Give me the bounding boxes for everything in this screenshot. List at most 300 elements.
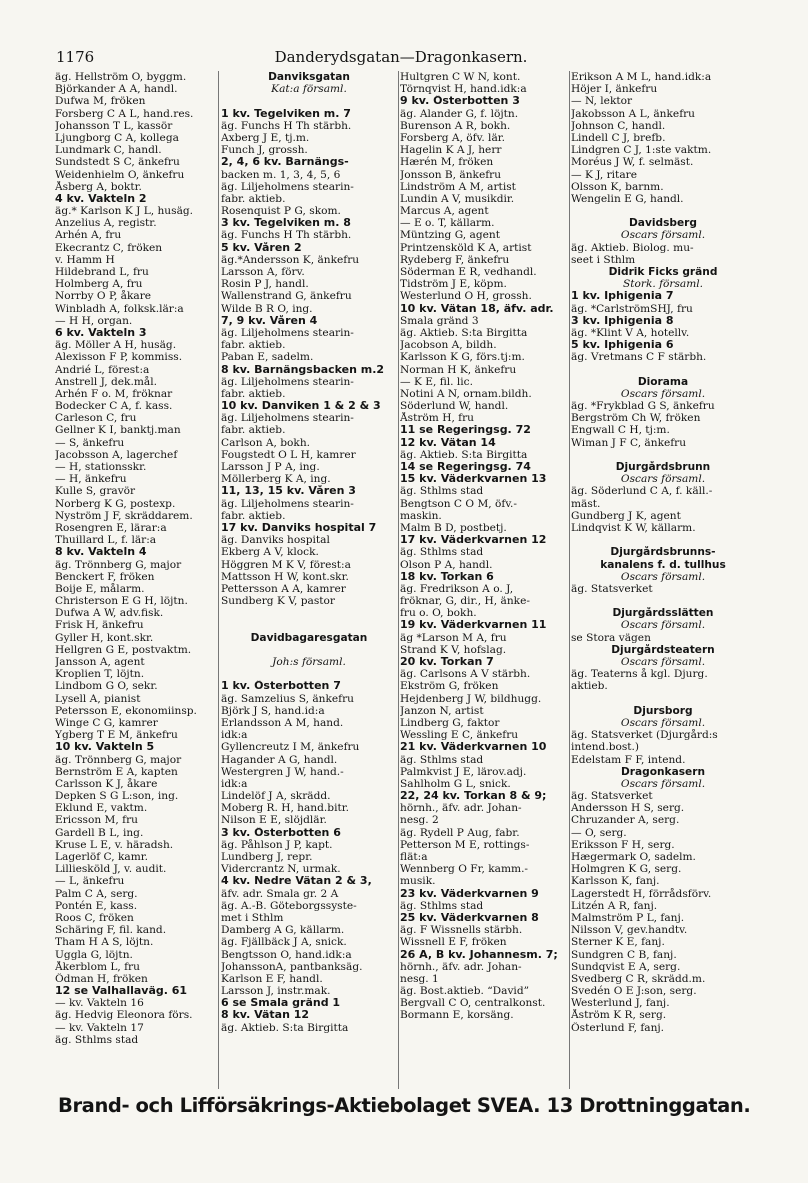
directory-entry: Nilson E E, slöjdlär. <box>221 814 327 827</box>
directory-entry: Westerlund J, fanj. <box>571 997 670 1010</box>
directory-entry: — kv. Vakteln 17 <box>55 1021 144 1034</box>
directory-entry: Thuillard L, f. lär:a <box>55 534 157 547</box>
directory-entry: Petterson M E, rottings- <box>400 838 530 851</box>
parish-label: Oscars församl. <box>620 716 706 729</box>
directory-entry: äg. Alander G, f. löjtn. <box>400 107 519 120</box>
directory-entry: Holmberg A, fru <box>55 278 143 291</box>
directory-entry <box>221 607 397 619</box>
directory-entry: Carleson C, fru <box>55 412 137 425</box>
directory-entry: Carlsson K J, åkare <box>55 777 158 790</box>
directory-entry: äg. Sthlms stad <box>400 899 484 912</box>
directory-entry: idk:a <box>221 729 248 742</box>
directory-entry <box>221 619 397 631</box>
parish-label: Stork. församl. <box>622 278 704 291</box>
directory-entry: Damberg A G, källarm. <box>221 924 345 937</box>
directory-entry: äg. Fredrikson A o. J, <box>400 582 514 595</box>
directory-entry: Burenson A R, bokh. <box>400 119 511 132</box>
directory-entry: — K E, fil. lic. <box>400 375 473 388</box>
column-divider <box>398 71 399 1089</box>
directory-entry: äg. *Klint V A, hotellv. <box>571 326 690 339</box>
directory-entry: Petersson E, ekonomiinsp. <box>55 704 197 717</box>
directory-entry: Janzon N, artist <box>400 704 484 717</box>
directory-entry: Tidström J E, köpm. <box>400 278 507 291</box>
property-number: 6 se Smala gränd 1 <box>221 997 341 1010</box>
directory-entry: Wissnell E F, fröken <box>400 936 507 949</box>
directory-entry <box>221 644 397 656</box>
directory-entry: äg. *Frykblad G S, änkefru <box>571 400 715 413</box>
directory-entry: Bengtsson O, hand.idk:a <box>221 948 352 961</box>
directory-entry: — H H, organ. <box>55 314 133 327</box>
property-number: 17 kv. Danviks hospital 7 <box>221 521 377 534</box>
directory-entry: backen m. 1, 3, 4, 5, 6 <box>221 168 341 181</box>
directory-entry: äg. Danviks hospital <box>221 534 330 547</box>
street-heading: kanalens f. d. tullhus <box>600 558 726 571</box>
directory-entry: äg. A.-B. Göteborgssyste- <box>221 899 357 912</box>
directory-entry: — L, änkefru <box>55 875 125 888</box>
page-title: Danderydsgatan—Dragonkasern. <box>274 48 528 66</box>
directory-entry: Möllerberg K A, ing. <box>221 473 331 486</box>
property-number: 1 kv. Tegelviken m. 7 <box>221 107 351 120</box>
street-heading: Danviksgatan <box>268 71 350 83</box>
directory-entry: Holmgren K G, serg. <box>571 863 682 876</box>
directory-entry: Malmström P L, fanj. <box>571 911 685 924</box>
directory-entry: fröknar, G, dir., H, änke- <box>400 595 530 608</box>
directory-entry: Gyllencreutz I M, änkefru <box>221 741 360 754</box>
directory-entry: Benckert F, fröken <box>55 570 155 583</box>
directory-entry: äg. Liljeholmens stearin- <box>221 497 354 510</box>
directory-entry: äg. Aktieb. S:ta Birgitta <box>221 1021 349 1034</box>
directory-entry: Winbladh A, folksk.lär:a <box>55 302 184 315</box>
directory-entry: äg. Aktieb. S:ta Birgitta <box>400 448 528 461</box>
directory-entry: Pettersson A A, kamrer <box>221 582 346 595</box>
directory-entry: v. Hamm H <box>55 253 115 266</box>
directory-entry: Engwall C H, tj:m. <box>571 424 670 437</box>
directory-entry: Ekecrantz C, fröken <box>55 241 163 254</box>
directory-entry: Svedberg C R, skrädd.m. <box>571 972 706 985</box>
directory-entry: Sundberg K V, pastor <box>221 595 335 608</box>
directory-entry: Norberg K G, postexp. <box>55 497 176 510</box>
column-4 <box>571 71 755 1034</box>
directory-entry: äg.*Andersson K, änkefru <box>221 253 360 266</box>
parish-label: Oscars församl. <box>620 570 706 583</box>
property-number: 20 kv. Torkan 7 <box>400 656 494 668</box>
directory-entry: nesg. 2 <box>400 814 439 827</box>
property-number: 19 kv. Väderkvarnen 11 <box>400 619 547 632</box>
directory-entry: äg. Teaterns å kgl. Djurg. <box>571 668 708 681</box>
directory-entry: äg. Aktieb. S:ta Birgitta <box>400 326 528 339</box>
property-number: 3 kv. Tegelviken m. 8 <box>221 217 351 230</box>
page-number: 1176 <box>56 48 95 66</box>
directory-entry: Lundberg J, repr. <box>221 851 313 863</box>
property-number: 10 kv. Vätan 18, äfv. adr. <box>400 302 554 315</box>
property-number: 4 kv. Nedre Vätan 2 & 3, <box>221 875 372 888</box>
street-heading: Djurgårdsteatern <box>611 643 715 656</box>
directory-entry: äg. Sthlms stad <box>400 485 484 498</box>
directory-entry: Mattsson H W, kont.skr. <box>221 570 349 583</box>
property-number: 5 kv. Iphigenia 6 <box>571 339 674 352</box>
directory-entry <box>571 693 755 705</box>
directory-entry: Westerlund O H, grossh. <box>400 290 532 303</box>
directory-entry: Karlson E F, handl. <box>221 972 323 985</box>
directory-entry: Karlsson K G, förs.tj:m. <box>400 351 525 364</box>
directory-entry: Lysell A, pianist <box>55 692 141 705</box>
directory-entry: Ödman H, fröken <box>55 972 148 985</box>
directory-entry: Bergvall C O, centralkonst. <box>400 997 546 1010</box>
parish-label: Oscars församl. <box>620 473 706 486</box>
directory-entry: Svedén O E J:son, serg. <box>571 985 697 998</box>
directory-entry: Roos C, fröken <box>55 911 134 924</box>
directory-entry: äg. Fjällbäck J A, snick. <box>221 936 347 949</box>
directory-entry: äg. Påhlson J P, kapt. <box>221 838 333 851</box>
directory-entry <box>571 205 755 217</box>
directory-entry: Erlandsson A M, hand. <box>221 716 344 729</box>
directory-entry: Rosengren E, lärar:a <box>55 521 167 534</box>
directory-entry: hörnh., äfv. adr. Johan- <box>400 960 522 973</box>
parish-label: Kat:a församl. <box>271 83 347 96</box>
directory-entry <box>571 534 755 546</box>
property-number: 4 kv. Vakteln 2 <box>55 192 147 205</box>
directory-entry: äg. Liljeholmens stearin- <box>221 412 354 425</box>
directory-entry: Kulle S, gravör <box>55 485 136 498</box>
directory-entry: Edelstam F F, intend. <box>571 753 686 766</box>
street-heading: Djurgårdsbrunn <box>615 461 711 473</box>
directory-entry: äg. Liljeholmens stearin- <box>221 375 354 388</box>
directory-entry: Åström K R, serg. <box>571 1009 667 1022</box>
directory-entry: nesg. 1 <box>400 972 439 985</box>
directory-entry: Strand K V, hofslag. <box>400 643 507 656</box>
directory-entry: Gellner K I, banktj.man <box>55 424 181 437</box>
directory-entry: äfv. adr. Smala gr. 2 A <box>221 887 339 900</box>
directory-entry: fabr. aktieb. <box>221 387 286 400</box>
directory-entry: Palm C A, serg. <box>55 887 138 900</box>
directory-entry: Dufwa M, fröken <box>55 95 146 108</box>
directory-entry: Bodecker C A, f. kass. <box>55 400 173 413</box>
directory-entry: fabr. aktieb. <box>221 509 286 522</box>
directory-entry: Lindbom G O, sekr. <box>55 680 158 693</box>
directory-entry: Andrié L, förest:a <box>55 363 150 376</box>
directory-entry: äg. Möller A H, husäg. <box>55 339 177 352</box>
directory-entry: äg. Liljeholmens stearin- <box>221 180 354 193</box>
directory-entry: Åström H, fru <box>400 412 474 425</box>
column-2 <box>221 71 397 1034</box>
directory-entry: Malm B D, postbetj. <box>400 521 507 534</box>
directory-entry: Hagelin K A J, herr <box>400 144 502 157</box>
directory-entry: intend.bost.) <box>571 741 640 754</box>
directory-entry <box>571 449 755 461</box>
directory-entry: Larsson J P A, ing. <box>221 461 320 473</box>
directory-entry: Winge C G, kamrer <box>55 716 158 729</box>
directory-entry: Ygberg T E M, änkefru <box>55 729 178 742</box>
directory-entry: äg. Rydell P Aug, fabr. <box>400 826 520 839</box>
property-number: 14 se Regeringsg. 74 <box>400 461 531 473</box>
directory-entry: Hultgren C W N, kont. <box>400 71 521 83</box>
directory-entry: äg. Trönnberg G, major <box>55 558 182 571</box>
directory-entry <box>221 95 397 107</box>
directory-entry: maskin. <box>400 509 442 522</box>
directory-entry: äg. *CarlströmSHJ, fru <box>571 302 693 315</box>
directory-entry: Weidenhielm O, änkefru <box>55 168 185 181</box>
directory-entry: äg. Vretmans C F stärbh. <box>571 351 707 364</box>
property-number: 7, 9 kv. Våren 4 <box>221 314 318 327</box>
street-heading: Djurgårdsbrunns- <box>610 546 716 559</box>
directory-entry: se Stora vägen <box>571 631 651 644</box>
directory-entry: Paban E, sadelm. <box>221 351 314 364</box>
directory-entry: Eklund E, vaktm. <box>55 802 148 815</box>
property-number: 10 kv. Vakteln 5 <box>55 741 155 754</box>
street-heading: Davidbagaresgatan <box>250 631 368 644</box>
directory-entry: Lindell C J, brefb. <box>571 131 666 144</box>
property-number: 22, 24 kv. Torkan 8 & 9; <box>400 790 547 803</box>
directory-entry: Lagerlöf C, kamr. <box>55 851 149 863</box>
directory-entry: Frisk H, änkefru <box>55 619 144 632</box>
directory-entry: äg. Funchs H Th stärbh. <box>221 119 352 132</box>
directory-entry: hörnh., äfv. adr. Johan- <box>400 802 522 815</box>
property-number: 11 se Regeringsg. 72 <box>400 424 531 437</box>
directory-entry: Lindgren C J, 1:ste vaktm. <box>571 144 712 157</box>
property-number: 10 kv. Danviken 1 & 2 & 3 <box>221 400 381 413</box>
directory-entry: Hægermark O, sadelm. <box>571 851 696 863</box>
directory-entry: — O, serg. <box>571 826 627 839</box>
directory-entry: äg. F Wissnells stärbh. <box>400 924 523 937</box>
property-number: 18 kv. Torkan 6 <box>400 570 494 583</box>
directory-entry: Rosin P J, handl. <box>221 278 309 291</box>
directory-entry: JohanssonA, pantbanksäg. <box>221 960 363 973</box>
directory-entry: Johnson C, handl. <box>571 119 666 132</box>
directory-entry: Boije E, målarm. <box>55 582 145 595</box>
directory-entry: äg. Liljeholmens stearin- <box>221 326 354 339</box>
directory-entry: — H, änkefru <box>55 473 127 486</box>
directory-entry: Bergström Ch W, fröken <box>571 412 701 425</box>
directory-entry: äg. Statsverket <box>571 582 653 595</box>
directory-entry: Österlund F, fanj. <box>571 1021 665 1034</box>
directory-entry: fabr. aktieb. <box>221 339 286 352</box>
property-number: 26 A, B kv. Johannesm. 7; <box>400 948 558 961</box>
directory-entry: Lindqvist K W, källarm. <box>571 521 696 534</box>
directory-entry: — K J, ritare <box>571 168 637 181</box>
property-number: 11, 13, 15 kv. Våren 3 <box>221 485 356 498</box>
directory-entry: Litzén A R, fanj. <box>571 899 658 912</box>
directory-entry: Kroplien T, löjtn. <box>55 668 145 681</box>
directory-entry: Chruzander A, serg. <box>571 814 680 827</box>
street-heading: Djursborg <box>633 704 693 717</box>
directory-entry: Lundin A V, musikdir. <box>400 192 515 205</box>
directory-entry: äg. Samzelius S, änkefru <box>221 692 354 705</box>
property-number: 8 kv. Barnängsbacken m.2 <box>221 363 385 376</box>
directory-entry: Gundberg J K, agent <box>571 509 681 522</box>
directory-entry: Larsson J, instr.mak. <box>221 985 331 998</box>
directory-entry: äg. Aktieb. Biolog. mu- <box>571 241 694 254</box>
directory-entry: Olsson K, barnm. <box>571 180 664 193</box>
directory-entry: Moréus J W, f. selmäst. <box>571 156 694 169</box>
property-number: 25 kv. Väderkvarnen 8 <box>400 911 539 924</box>
directory-entry: Åsberg A, boktr. <box>55 180 142 193</box>
property-number: 23 kv. Väderkvarnen 9 <box>400 887 539 900</box>
directory-entry: Sundgren C B, fanj. <box>571 948 677 961</box>
directory-entry: Lagerstedt H, förrådsförv. <box>571 887 712 900</box>
directory-entry: äg. Hedvig Eleonora förs. <box>55 1009 193 1022</box>
directory-columns <box>55 71 755 1089</box>
directory-entry: Jacobsson A, lagerchef <box>55 448 178 461</box>
directory-entry: Johansson T L, kassör <box>55 119 173 132</box>
directory-entry: idk:a <box>221 777 248 790</box>
directory-entry: Sundqvist E A, serg. <box>571 960 681 973</box>
directory-entry: Westergren J W, hand.- <box>221 765 344 778</box>
directory-entry: Åkerblom L, fru <box>55 960 140 973</box>
street-heading: Davidsberg <box>629 217 697 230</box>
directory-entry: Jansson A, agent <box>55 656 145 668</box>
directory-entry: Wiman J F C, änkefru <box>571 436 687 449</box>
directory-entry: Lindelöf J A, skrädd. <box>221 790 331 803</box>
directory-entry: Forsberg A, öfv. lär. <box>400 131 506 144</box>
directory-entry: Gardell B L, ing. <box>55 826 144 839</box>
directory-entry: äg. Statsverket <box>571 790 653 803</box>
directory-entry: musik. <box>400 875 436 888</box>
directory-entry: äg. Sthlms stad <box>55 1033 139 1046</box>
directory-entry: Pontén E, kass. <box>55 899 138 912</box>
property-number: 8 kv. Vakteln 4 <box>55 546 147 559</box>
directory-entry <box>571 364 755 376</box>
directory-entry: Smala gränd 3 <box>400 314 479 327</box>
directory-entry: Ljungborg C A, kollega <box>55 131 179 144</box>
parish-label: Oscars församl. <box>620 619 706 632</box>
directory-entry: Jakobsson A L, änkefru <box>571 107 696 120</box>
property-number: 15 kv. Väderkvarnen 13 <box>400 473 547 486</box>
property-number: 2, 4, 6 kv. Barnängs- <box>221 156 349 169</box>
directory-entry: Ekström G, fröken <box>400 680 499 693</box>
directory-entry: Jonsson B, änkefru <box>400 168 502 181</box>
directory-entry: Fougstedt O L H, kamrer <box>221 448 356 461</box>
directory-entry: äg. Statsverket (Djurgård:s <box>571 729 718 742</box>
directory-entry: Söderman E R, vedhandl. <box>400 266 537 278</box>
directory-entry: Hagander A G, handl. <box>221 753 338 766</box>
directory-entry: äg *Larson M A, fru <box>400 631 507 644</box>
directory-entry: Olson P A, handl. <box>400 558 493 571</box>
directory-entry: Lundmark C, handl. <box>55 144 162 157</box>
parish-label: Oscars församl. <box>620 656 706 668</box>
directory-entry: Bengtson C O M, öfv.- <box>400 497 518 510</box>
street-heading: Diorama <box>637 375 689 388</box>
directory-entry: Müntzing G, agent <box>400 229 500 242</box>
directory-entry: äg. Trönnberg G, major <box>55 753 182 766</box>
directory-entry: Moberg R. H, hand.bitr. <box>221 802 349 815</box>
directory-entry: Lilliesköld J, v. audit. <box>55 863 167 876</box>
directory-entry: Depken S G L:son, ing. <box>55 790 179 803</box>
directory-entry: — E o. T, källarm. <box>400 217 495 230</box>
directory-entry: Nilsson V, gev.handtv. <box>571 924 688 937</box>
directory-entry: Lindberg G, faktor <box>400 716 500 729</box>
parish-label: Oscars församl. <box>620 387 706 400</box>
directory-entry: flät:a <box>400 851 428 863</box>
directory-entry <box>571 595 755 607</box>
directory-entry: — H, stationsskr. <box>55 461 147 473</box>
directory-entry: äg. Hellström O, byggm. <box>55 71 187 83</box>
property-number: 9 kv. Österbotten 3 <box>400 95 520 108</box>
directory-entry: Carlson A, bokh. <box>221 436 311 449</box>
directory-entry: — N, lektor <box>571 95 633 108</box>
directory-entry: Eriksson F H, serg. <box>571 838 675 851</box>
street-heading: Didrik Ficks gränd <box>608 266 718 278</box>
property-number: 3 kv. Iphigenia 8 <box>571 314 674 327</box>
directory-entry: Höggren M K V, förest:a <box>221 558 351 571</box>
directory-entry: Funch J, grossh. <box>221 144 308 157</box>
directory-entry: fabr. aktieb. <box>221 192 286 205</box>
directory-entry: Marcus A, agent <box>400 205 489 218</box>
column-1 <box>55 71 217 1046</box>
directory-entry: Schäring F, fil. kand. <box>55 924 167 937</box>
property-number: 3 kv. Österbotten 6 <box>221 826 341 839</box>
directory-entry: äg. Sthlms stad <box>400 753 484 766</box>
directory-entry: Lindström A M, artist <box>400 180 516 193</box>
directory-entry: äg.* Karlson K J L, husäg. <box>55 205 194 218</box>
property-number: 12 kv. Vätan 14 <box>400 436 496 449</box>
directory-entry: Tham H A S, löjtn. <box>55 936 154 949</box>
directory-entry: äg. Sthlms stad <box>400 546 484 559</box>
directory-entry: Printzensköld K A, artist <box>400 241 532 254</box>
directory-entry: Sundstedt S C, änkefru <box>55 156 180 169</box>
directory-entry: Arhén A, fru <box>55 229 122 242</box>
directory-entry: Hildebrand L, fru <box>55 266 149 278</box>
directory-entry: Höjer I, änkefru <box>571 83 658 96</box>
parish-label: Joh:s församl. <box>272 656 346 668</box>
parish-label: Oscars församl. <box>620 777 706 790</box>
directory-entry: — kv. Vakteln 16 <box>55 997 144 1010</box>
directory-entry: Sahlholm G L, snick. <box>400 777 511 790</box>
directory-entry: mäst. <box>571 497 601 510</box>
directory-entry: Rosenquist P G, skom. <box>221 205 341 218</box>
directory-entry: Dufwa A W, adv.fisk. <box>55 607 164 620</box>
property-number: 1 kv. Österbotten 7 <box>221 680 341 693</box>
parish-label: Oscars församl. <box>620 229 706 242</box>
directory-entry: fru o. O, bokh. <box>400 607 477 620</box>
column-divider <box>569 71 570 1089</box>
directory-entry: fabr. aktieb. <box>221 424 286 437</box>
directory-entry: Kruse L E, v. häradsh. <box>55 838 174 851</box>
directory-entry: met i Sthlm <box>221 911 284 924</box>
directory-entry: Björkander A A, handl. <box>55 83 178 96</box>
directory-entry: Nyström J F, skräddarem. <box>55 509 193 522</box>
directory-entry: Wilde B R O, ing. <box>221 302 313 315</box>
directory-entry: Söderlund W, handl. <box>400 400 509 413</box>
directory-entry: aktieb. <box>571 680 608 693</box>
directory-entry: äg. Bost.aktieb. “David” <box>400 985 530 998</box>
directory-entry: Wallenstrand G, änkefru <box>221 290 352 303</box>
directory-entry <box>221 668 397 680</box>
directory-entry: Anstrell J, dek.mål. <box>55 375 157 388</box>
street-heading: Dragonkasern <box>620 765 706 778</box>
property-number: 1 kv. Iphigenia 7 <box>571 290 674 303</box>
directory-entry: Wessling E C, änkefru <box>400 729 519 742</box>
directory-entry: Karlsson K, fanj. <box>571 875 660 888</box>
directory-entry: Ericsson M, fru <box>55 814 138 827</box>
property-number: 21 kv. Väderkvarnen 10 <box>400 741 547 754</box>
directory-entry: Norrby O P, åkare <box>55 290 152 303</box>
directory-entry: Hærén M, fröken <box>400 156 494 169</box>
column-divider <box>218 71 219 1089</box>
directory-entry: Rydeberg F, änkefru <box>400 253 510 266</box>
directory-entry: Wennberg O Fr, kamm.- <box>400 863 529 876</box>
column-3 <box>400 71 568 1022</box>
advertisement-footer: Brand- och Lifförsäkrings-Aktiebolaget SVEA. 13 Drottninggatan. <box>58 1094 751 1117</box>
directory-entry: äg. Carlsons A V stärbh. <box>400 668 531 681</box>
directory-entry: äg. Funchs H Th stärbh. <box>221 229 352 242</box>
directory-entry: Hejdenberg J W, bildhugg. <box>400 692 542 705</box>
directory-entry: Uggla G, löjtn. <box>55 948 133 961</box>
property-number: 6 kv. Vakteln 3 <box>55 326 147 339</box>
directory-entry: Jacobson A, bildh. <box>400 339 497 352</box>
directory-entry: Bernström E A, kapten <box>55 765 178 778</box>
page-header <box>56 48 746 70</box>
directory-entry: Arhén F o. M, fröknar <box>55 387 173 400</box>
